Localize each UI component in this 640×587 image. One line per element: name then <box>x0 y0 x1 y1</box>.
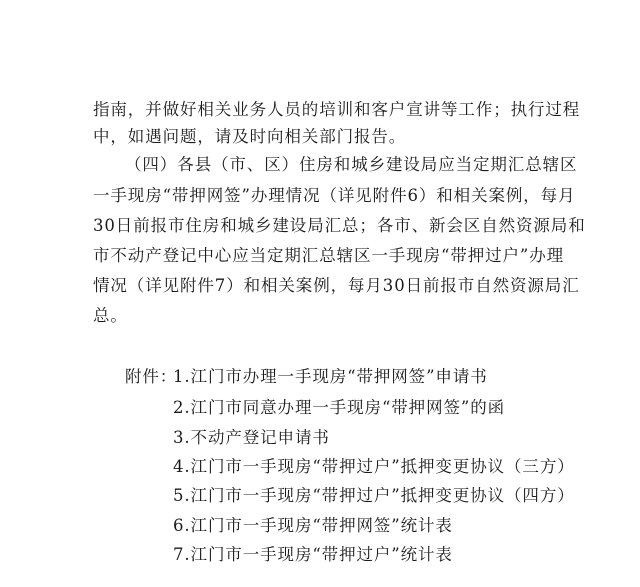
body-line-8: 总。 <box>93 306 128 325</box>
attachment-item-7: 7.江门市一手现房“带押过户”统计表 <box>173 545 453 564</box>
attachment-item-5: 5.江门市一手现房“带押过户”抵押变更协议（四方） <box>173 486 575 505</box>
body-line-1: 指南，并做好相关业务人员的培训和客户宣讲等工作；执行过程 <box>93 100 581 119</box>
body-line-7: 情况（详见附件7）和相关案例，每月30日前报市自然资源局汇 <box>93 276 580 295</box>
body-line-2: 中，如遇问题，请及时向相关部门报告。 <box>93 127 407 146</box>
attachment-item-4: 4.江门市一手现房“带押过户”抵押变更协议（三方） <box>173 457 575 476</box>
attachments-label: 附件： <box>125 367 178 386</box>
body-line-4: 一手现房“带押网签”办理情况（详见附件6）和相关案例，每月 <box>93 186 576 205</box>
body-line-5: 30日前报市住房和城乡建设局汇总；各市、新会区自然资源局和 <box>93 216 586 235</box>
body-line-6: 市不动产登记中心应当定期汇总辖区一手现房“带押过户”办理 <box>93 246 565 265</box>
attachment-item-3: 3.不动产登记申请书 <box>173 428 330 447</box>
attachment-item-1: 1.江门市办理一手现房“带押网签”申请书 <box>173 367 488 386</box>
attachment-item-6: 6.江门市一手现房“带押网签”统计表 <box>173 516 453 535</box>
section-four-heading-line: （四）各县（市、区）住房和城乡建设局应当定期汇总辖区 <box>125 155 578 174</box>
attachment-item-2: 2.江门市同意办理一手现房“带押网签”的函 <box>173 398 506 417</box>
